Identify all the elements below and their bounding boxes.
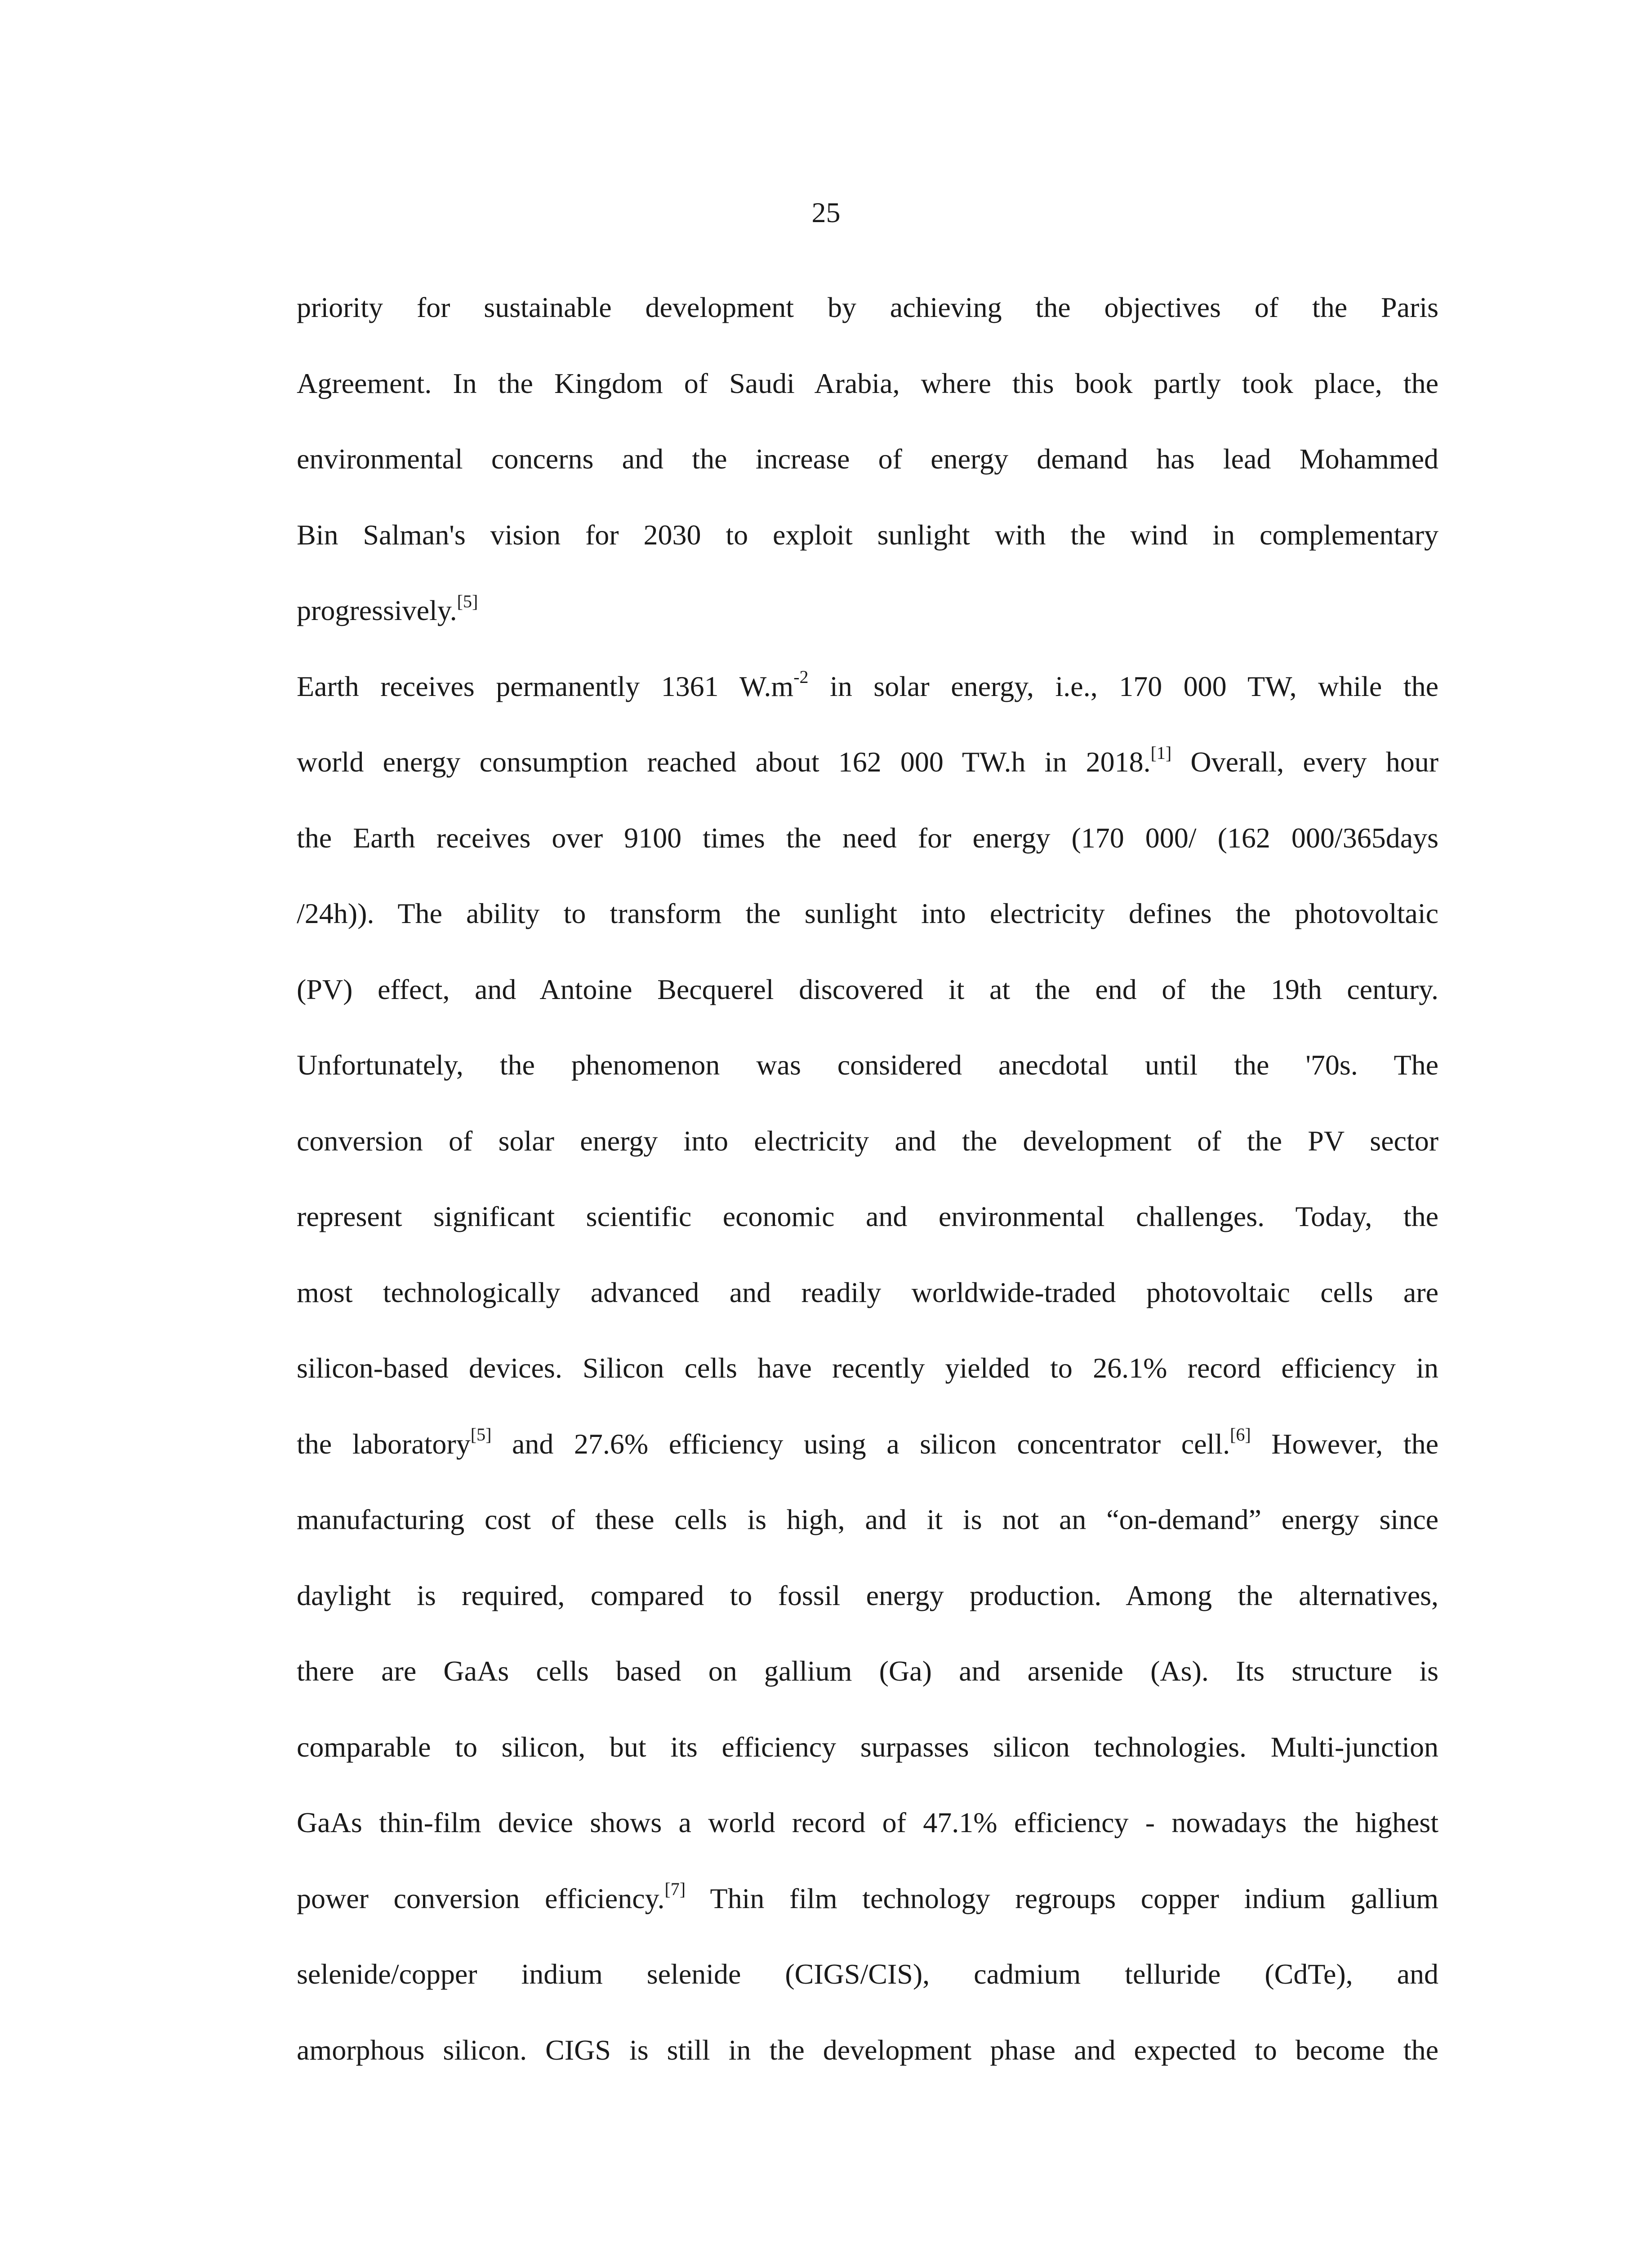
text-run: power conversion efficiency.: [297, 1882, 665, 1914]
paragraph: [297, 270, 1438, 649]
text-run: there are GaAs cells based on gallium (Ga) and arsenide (As). Its structure is: [297, 1655, 1438, 1687]
text-line: [297, 573, 1438, 649]
text-run: Agreement. In the Kingdom of Saudi Arabia, where this book partly took place, the: [297, 367, 1438, 399]
text-run: and 27.6% efficiency using a silicon concentrator cell.: [491, 1427, 1230, 1460]
text-line: [297, 1330, 1438, 1406]
text-line: [297, 724, 1438, 800]
text-line: [297, 952, 1438, 1028]
text-run: Thin film technology regroups copper indium gallium: [686, 1882, 1439, 1914]
text-line: [297, 649, 1438, 725]
citation-superscript: [1]: [1150, 742, 1172, 763]
text-run: silicon-based devices. Silicon cells have recently yielded to 26.1% record efficiency in: [297, 1352, 1438, 1384]
text-line: [297, 2012, 1438, 2088]
text-run: daylight is required, compared to fossil energy production. Among the alternatives,: [297, 1579, 1438, 1611]
citation-superscript: -2: [793, 667, 809, 687]
text-run: However, the: [1251, 1427, 1439, 1460]
text-line: [297, 1785, 1438, 1861]
text-run: Overall, every hour: [1171, 746, 1439, 778]
text-run: Earth receives permanently 1361 W.m: [297, 670, 794, 702]
text-run: progressively.: [297, 594, 457, 626]
text-line: [297, 497, 1438, 573]
text-run: represent significant scientific economic and environmental challenges. Today, the: [297, 1200, 1438, 1232]
body-text: [297, 270, 1438, 2088]
text-line: [297, 421, 1438, 497]
text-run: most technologically advanced and readily worldwide-traded photovoltaic cells are: [297, 1276, 1438, 1308]
text-line: [297, 1103, 1438, 1179]
citation-superscript: [5]: [470, 1424, 492, 1445]
paragraph: [297, 649, 1438, 2088]
text-line: [297, 1027, 1438, 1103]
text-run: conversion of solar energy into electricity and the development of the PV sector: [297, 1124, 1438, 1157]
text-run: comparable to silicon, but its efficiency surpasses silicon technologies. Multi-junction: [297, 1731, 1438, 1763]
text-line: [297, 1406, 1438, 1482]
text-line: [297, 800, 1438, 876]
text-line: [297, 1861, 1438, 1937]
text-run: amorphous silicon. CIGS is still in the development phase and expected to become the: [297, 2034, 1438, 2066]
text-line: [297, 1255, 1438, 1331]
text-line: [297, 1482, 1438, 1558]
text-line: [297, 346, 1438, 422]
citation-superscript: [6]: [1230, 1424, 1251, 1445]
text-run: Unfortunately, the phenomenon was considered anecdotal until the '70s. The: [297, 1049, 1438, 1081]
text-run: selenide/copper indium selenide (CIGS/CIS), cadmium telluride (CdTe), and: [297, 1958, 1438, 1990]
text-run: world energy consumption reached about 162 000 TW.h in 2018.: [297, 746, 1151, 778]
text-line: [297, 270, 1438, 346]
text-run: manufacturing cost of these cells is high, and it is not an “on-demand” energy since: [297, 1503, 1438, 1535]
text-run: GaAs thin-film device shows a world record of 47.1% efficiency - nowadays the highest: [297, 1806, 1438, 1838]
text-line: [297, 876, 1438, 952]
text-run: the Earth receives over 9100 times the need for energy (170 000/ (162 000/365days: [297, 821, 1438, 854]
text-line: [297, 1709, 1438, 1785]
text-run: in solar energy, i.e., 170 000 TW, while the: [808, 670, 1439, 702]
text-line: [297, 1633, 1438, 1709]
text-line: [297, 1179, 1438, 1255]
page-number: 25: [811, 196, 841, 228]
text-run: (PV) effect, and Antoine Becquerel discovered it at the end of the 19th century.: [297, 973, 1438, 1005]
text-line: [297, 1558, 1438, 1634]
text-run: priority for sustainable development by achieving the objectives of the Paris: [297, 291, 1438, 323]
text-run: Bin Salman's vision for 2030 to exploit sunlight with the wind in complementary: [297, 518, 1438, 551]
text-run: /24h)). The ability to transform the sunlight into electricity defines the photovoltaic: [297, 897, 1438, 929]
text-run: the laboratory: [297, 1427, 471, 1460]
text-line: [297, 1936, 1438, 2012]
citation-superscript: [5]: [457, 591, 478, 611]
text-run: environmental concerns and the increase of energy demand has lead Mohammed: [297, 443, 1438, 475]
citation-superscript: [7]: [664, 1879, 686, 1900]
